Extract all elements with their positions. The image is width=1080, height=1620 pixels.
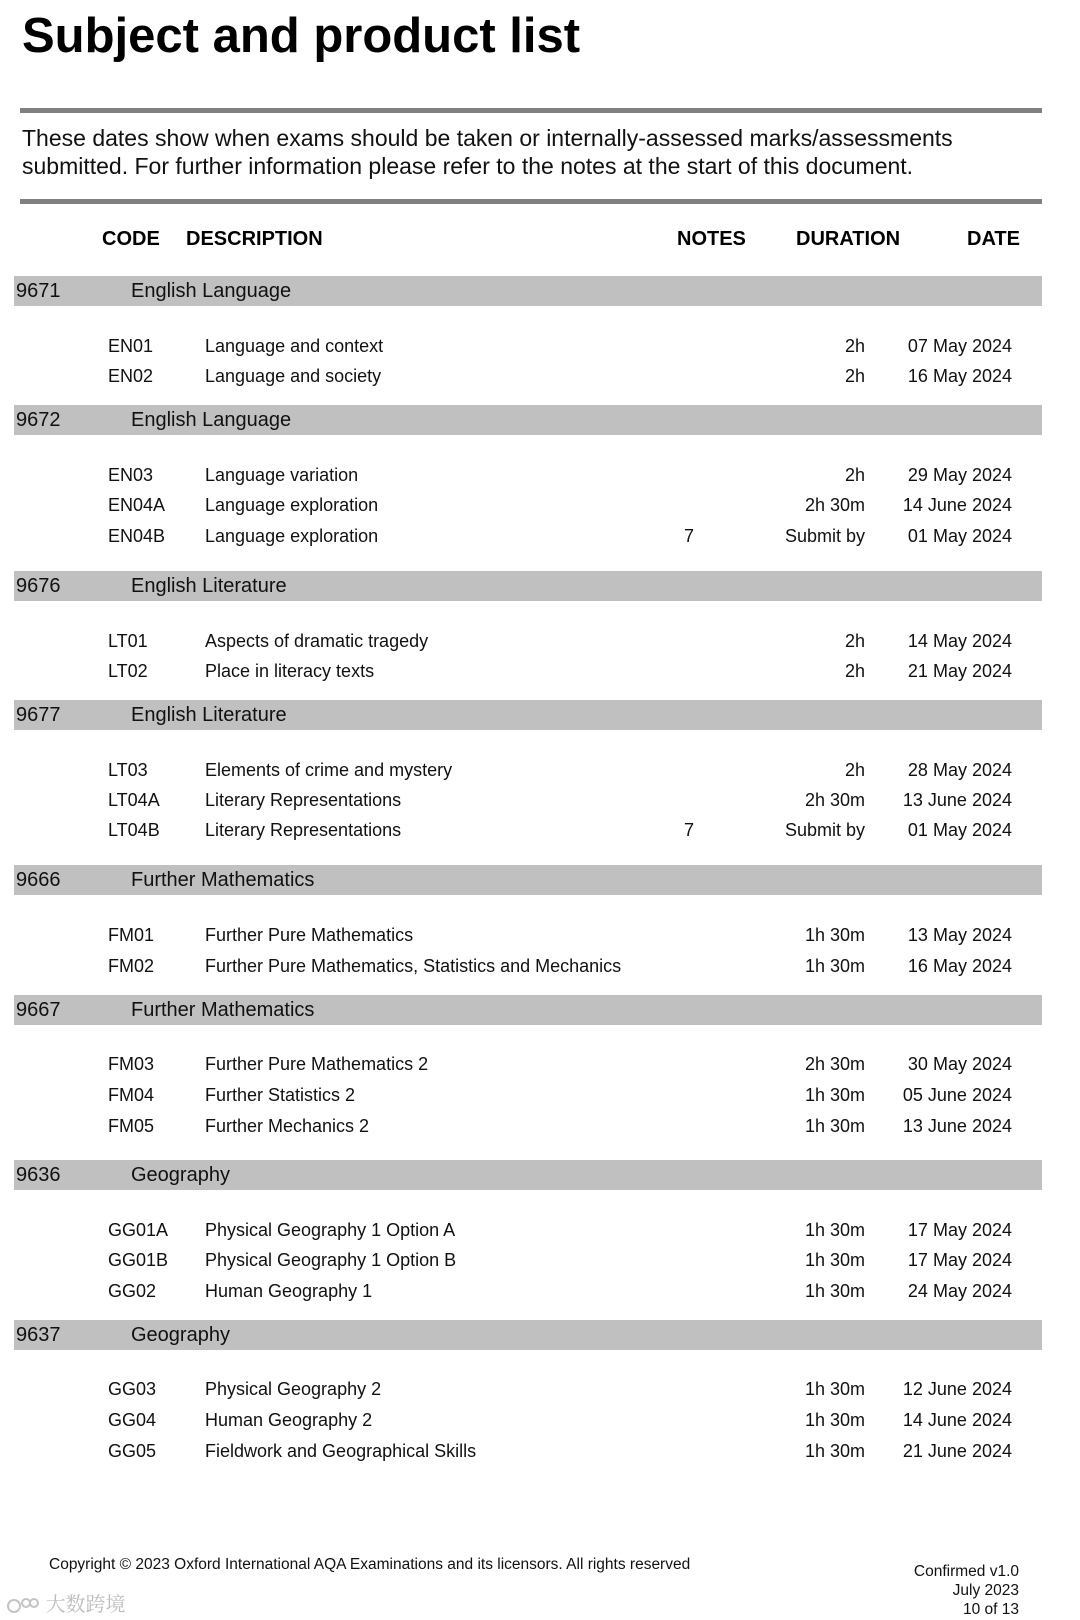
watermark-text: 大数跨境 [45, 1594, 126, 1616]
group-code: 9637 [16, 1324, 61, 1346]
table-row [0, 334, 1080, 358]
group-code: 9636 [16, 1164, 61, 1186]
row-duration: 1h 30m [804, 925, 865, 945]
group-header [14, 405, 1042, 435]
table-row [0, 954, 1080, 978]
table-row [0, 1083, 1080, 1107]
row-date: 17 May 2024 [907, 1250, 1012, 1270]
row-code: LT01 [108, 631, 148, 651]
row-description: Fieldwork and Geographical Skills [205, 1441, 477, 1461]
row-code: FM02 [108, 956, 155, 976]
column-header-description: DESCRIPTION [186, 228, 323, 250]
table-row [0, 818, 1080, 842]
table-row [0, 1439, 1080, 1463]
row-date: 21 May 2024 [907, 661, 1012, 681]
row-date: 16 May 2024 [907, 366, 1012, 386]
row-code: FM03 [108, 1054, 155, 1074]
column-header-code: CODE [102, 228, 160, 250]
table-row [0, 524, 1080, 548]
group-header [14, 276, 1042, 306]
row-code: EN02 [108, 366, 154, 386]
row-description: Literary Representations [205, 790, 402, 810]
group-name: English Literature [131, 704, 287, 726]
row-description: Language exploration [205, 526, 379, 546]
row-code: GG01A [108, 1220, 169, 1240]
row-code: EN03 [108, 465, 154, 485]
row-description: Language and context [205, 336, 384, 356]
row-duration: 2h [844, 336, 865, 356]
row-duration: 2h [844, 631, 865, 651]
watermark [6, 1588, 126, 1617]
row-date: 30 May 2024 [907, 1054, 1012, 1074]
table-row [0, 629, 1080, 653]
row-duration: 1h 30m [804, 1379, 865, 1399]
row-date: 17 May 2024 [907, 1220, 1012, 1240]
row-date: 14 May 2024 [907, 631, 1012, 651]
row-duration: 1h 30m [804, 1116, 865, 1136]
row-date: 12 June 2024 [902, 1379, 1012, 1399]
row-description: Human Geography 2 [205, 1410, 373, 1430]
row-description: Further Pure Mathematics [205, 925, 414, 945]
row-duration: 2h [844, 661, 865, 681]
table-row [0, 788, 1080, 812]
top-divider [20, 108, 1042, 113]
row-date: 21 June 2024 [902, 1441, 1012, 1461]
column-header-notes: NOTES [677, 228, 746, 250]
row-duration: 2h [844, 465, 865, 485]
row-date: 13 June 2024 [902, 790, 1012, 810]
row-code: GG05 [108, 1441, 157, 1461]
table-row [0, 1114, 1080, 1138]
row-duration: 1h 30m [804, 1085, 865, 1105]
row-date: 16 May 2024 [907, 956, 1012, 976]
row-duration: 2h [844, 760, 865, 780]
table-row [0, 1218, 1080, 1242]
footer-status: Confirmed v1.0 [913, 1563, 1019, 1580]
table-row [0, 463, 1080, 487]
row-code: LT04A [108, 790, 160, 810]
table-row [0, 1248, 1080, 1272]
group-name: Geography [131, 1324, 230, 1346]
group-name: Further Mathematics [131, 999, 315, 1021]
row-description: Elements of crime and mystery [205, 760, 453, 780]
group-name: Geography [131, 1164, 230, 1186]
row-code: LT02 [108, 661, 148, 681]
row-description: Language variation [205, 465, 359, 485]
group-header [14, 571, 1042, 601]
table-row [0, 1279, 1080, 1303]
row-description: Physical Geography 1 Option B [205, 1250, 457, 1270]
row-description: Further Pure Mathematics 2 [205, 1054, 429, 1074]
row-date: 28 May 2024 [907, 760, 1012, 780]
row-description: Physical Geography 2 [205, 1379, 382, 1399]
row-code: GG03 [108, 1379, 157, 1399]
group-name: Further Mathematics [131, 869, 315, 891]
row-code: EN01 [108, 336, 154, 356]
footer-version-block [914, 1562, 1019, 1619]
header-divider [20, 199, 1042, 204]
row-description: Literary Representations [205, 820, 402, 840]
group-name: English Language [131, 280, 292, 302]
row-date: 13 May 2024 [907, 925, 1012, 945]
table-row [0, 923, 1080, 947]
row-duration: 2h 30m [804, 790, 865, 810]
table-row [0, 758, 1080, 782]
row-description: Further Statistics 2 [205, 1085, 356, 1105]
row-description: Place in literacy texts [205, 661, 375, 681]
watermark-logo-icon [6, 1595, 40, 1617]
row-date: 14 June 2024 [902, 1410, 1012, 1430]
column-header-date: DATE [967, 228, 1020, 250]
group-code: 9667 [16, 999, 61, 1021]
group-code: 9672 [16, 409, 61, 431]
group-code: 9666 [16, 869, 61, 891]
row-date: 13 June 2024 [902, 1116, 1012, 1136]
group-header [14, 1320, 1042, 1350]
row-description: Aspects of dramatic tragedy [205, 631, 429, 651]
row-description: Language exploration [205, 495, 379, 515]
footer-month: July 2023 [952, 1582, 1019, 1599]
row-description: Human Geography 1 [205, 1281, 373, 1301]
row-date: 05 June 2024 [902, 1085, 1012, 1105]
row-duration: Submit by [784, 820, 865, 840]
row-description: Language and society [205, 366, 382, 386]
footer-copyright: Copyright © 2023 Oxford International AQA Examinations and its licensors. All rights reserved [49, 1556, 691, 1573]
row-code: FM04 [108, 1085, 155, 1105]
group-header [14, 995, 1042, 1025]
row-code: LT04B [108, 820, 160, 840]
row-description: Further Pure Mathematics, Statistics and Mechanics [205, 956, 622, 976]
row-code: GG04 [108, 1410, 157, 1430]
intro-text: These dates show when exams should be taken or internally-assessed marks/assessments submitted. For further information please refer to the notes at the start of this document. [22, 125, 953, 179]
table-row [0, 1052, 1080, 1076]
row-duration: Submit by [784, 526, 865, 546]
table-row [0, 493, 1080, 517]
row-description: Physical Geography 1 Option A [205, 1220, 456, 1240]
group-code: 9676 [16, 575, 61, 597]
row-code: GG01B [108, 1250, 169, 1270]
row-code: LT03 [108, 760, 148, 780]
group-code: 9677 [16, 704, 61, 726]
table-row [0, 1408, 1080, 1432]
row-code: FM01 [108, 925, 155, 945]
row-date: 29 May 2024 [907, 465, 1012, 485]
row-duration: 2h [844, 366, 865, 386]
group-header [14, 1160, 1042, 1190]
row-duration: 1h 30m [804, 1441, 865, 1461]
row-code: EN04B [108, 526, 166, 546]
row-code: EN04A [108, 495, 166, 515]
table-row [0, 364, 1080, 388]
footer-page-number: 10 of 13 [962, 1601, 1019, 1618]
row-duration: 1h 30m [804, 1281, 865, 1301]
table-row [0, 1377, 1080, 1401]
row-date: 01 May 2024 [907, 526, 1012, 546]
row-date: 14 June 2024 [902, 495, 1012, 515]
row-notes: 7 [684, 820, 695, 840]
page-title: Subject and product list [22, 9, 581, 63]
group-name: English Literature [131, 575, 287, 597]
row-duration: 1h 30m [804, 1250, 865, 1270]
row-code: FM05 [108, 1116, 155, 1136]
row-code: GG02 [108, 1281, 157, 1301]
row-duration: 2h 30m [804, 1054, 865, 1074]
group-name: English Language [131, 409, 292, 431]
group-header [14, 865, 1042, 895]
row-duration: 1h 30m [804, 956, 865, 976]
row-notes: 7 [684, 526, 695, 546]
group-code: 9671 [16, 280, 61, 302]
column-header-duration: DURATION [796, 228, 901, 250]
row-duration: 1h 30m [804, 1410, 865, 1430]
row-date: 24 May 2024 [907, 1281, 1012, 1301]
row-description: Further Mechanics 2 [205, 1116, 370, 1136]
row-date: 01 May 2024 [907, 820, 1012, 840]
row-date: 07 May 2024 [907, 336, 1012, 356]
row-duration: 2h 30m [804, 495, 865, 515]
table-row [0, 659, 1080, 683]
row-duration: 1h 30m [804, 1220, 865, 1240]
group-header [14, 700, 1042, 730]
